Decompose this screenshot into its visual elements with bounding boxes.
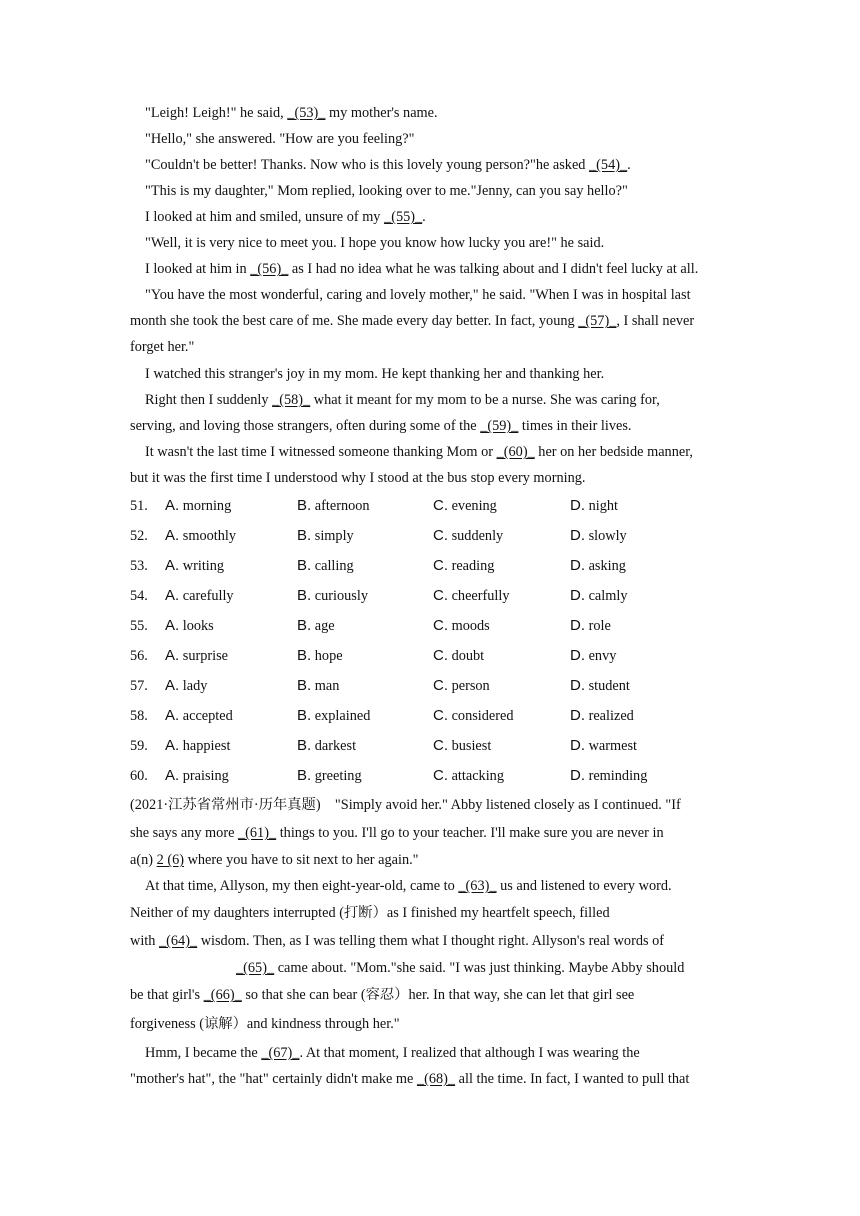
question-number: 56.: [130, 648, 148, 664]
passage-line: be that girl's _(66)_ so that she can bear (容忍）her. In that way, she can let that girl see: [130, 987, 635, 1003]
passage-line: month she took the best care of me. She made every day better. In fact, young _(57)_, I shall never: [130, 313, 695, 329]
blank-58[interactable]: _(58)_: [272, 392, 311, 408]
passage-line: serving, and loving those strangers, often during some of the _(59)_ times in their lives.: [130, 418, 632, 434]
blank-61[interactable]: _(61)_: [238, 825, 277, 841]
question-row: [130, 586, 730, 606]
question-number: 57.: [130, 678, 148, 694]
question-row: [130, 556, 730, 576]
passage-line: forgiveness (谅解）and kindness through her.": [130, 1016, 400, 1032]
blank-68[interactable]: _(68)_: [416, 1071, 456, 1087]
passage-line: she says any more _(61)_ things to you. I'll go to your teacher. I'll make sure you are never in: [130, 825, 664, 841]
question-row: [130, 736, 730, 756]
option-c[interactable]: C. reading: [433, 557, 495, 574]
blank-62[interactable]: 2 (6): [156, 852, 184, 868]
blank-65[interactable]: _(65)_: [236, 960, 275, 976]
passage-line: forget her.": [130, 339, 195, 355]
passage-line: a(n) 2 (6) where you have to sit next to her again.": [130, 852, 419, 868]
passage-line: "Well, it is very nice to meet you. I hope you know how lucky you are!" he said.: [145, 235, 605, 251]
option-c[interactable]: C. busiest: [433, 737, 492, 754]
option-c[interactable]: C. moods: [433, 617, 490, 634]
blank-64[interactable]: _(64)_: [159, 933, 198, 949]
question-row: [130, 676, 730, 696]
passage-line: "mother's hat", the "hat" certainly didn't make me _(68)_ all the time. In fact, I wanted to pull that: [130, 1071, 690, 1087]
option-c[interactable]: C. considered: [433, 707, 514, 724]
option-c[interactable]: C. doubt: [433, 647, 485, 664]
passage-line: At that time, Allyson, my then eight-year-old, came to _(63)_ us and listened to every word.: [145, 878, 672, 894]
passage-line: "This is my daughter," Mom replied, looking over to me."Jenny, can you say hello?": [145, 183, 628, 199]
option-a[interactable]: A. morning: [165, 497, 232, 514]
passage-line: "You have the most wonderful, caring and lovely mother," he said. "When I was in hospital last: [145, 287, 691, 303]
passage-line: "Leigh! Leigh!" he said, _(53)_ my mother's name.: [145, 105, 438, 121]
option-d[interactable]: D. calmly: [570, 587, 628, 604]
question-number: 51.: [130, 498, 148, 514]
question-row: [130, 766, 730, 786]
question-number: 54.: [130, 588, 148, 604]
passage-line: but it was the first time I understood why I stood at the bus stop every morning.: [130, 470, 586, 486]
option-d[interactable]: D. envy: [570, 647, 617, 664]
question-number: 60.: [130, 768, 148, 784]
option-b[interactable]: B. greeting: [297, 767, 362, 784]
option-a[interactable]: A. lady: [165, 677, 208, 694]
blank-67[interactable]: _(67)_: [261, 1045, 300, 1061]
option-c[interactable]: C. suddenly: [433, 527, 504, 544]
option-d[interactable]: D. reminding: [570, 767, 648, 784]
option-c[interactable]: C. attacking: [433, 767, 504, 784]
question-number: 59.: [130, 738, 148, 754]
passage-line: (2021·江苏省常州市·历年真题) "Simply avoid her." Abby listened closely as I continued. "If: [130, 797, 681, 813]
passage-line: I looked at him in _(56)_ as I had no idea what he was talking about and I didn't feel lucky at all.: [145, 261, 699, 277]
passage-line: Neither of my daughters interrupted (打断）as I finished my heartfelt speech, filled: [130, 905, 610, 921]
passage-line: "Couldn't be better! Thanks. Now who is this lovely young person?"he asked _(54)_.: [145, 157, 631, 173]
passage-line: I watched this stranger's joy in my mom. He kept thanking her and thanking her.: [145, 366, 605, 382]
option-a[interactable]: A. writing: [165, 557, 225, 574]
option-d[interactable]: D. role: [570, 617, 611, 634]
option-d[interactable]: D. warmest: [570, 737, 638, 754]
blank-59[interactable]: _(59)_: [480, 418, 519, 434]
passage-line: with _(64)_ wisdom. Then, as I was telling them what I thought right. Allyson's real words of: [130, 933, 665, 949]
option-b[interactable]: B. man: [297, 677, 340, 694]
option-a[interactable]: A. praising: [165, 767, 229, 784]
question-number: 58.: [130, 708, 148, 724]
option-d[interactable]: D. student: [570, 677, 630, 694]
blank-63[interactable]: _(63)_: [458, 878, 497, 894]
option-d[interactable]: D. slowly: [570, 527, 627, 544]
passage-line: _(65)_ came about. "Mom."she said. "I was just thinking. Maybe Abby should: [236, 960, 685, 976]
question-row: [130, 526, 730, 546]
option-a[interactable]: A. looks: [165, 617, 214, 634]
option-b[interactable]: B. darkest: [297, 737, 357, 754]
option-c[interactable]: C. evening: [433, 497, 497, 514]
option-c[interactable]: C. person: [433, 677, 490, 694]
question-row: [130, 646, 730, 666]
option-b[interactable]: B. explained: [297, 707, 371, 724]
option-b[interactable]: B. curiously: [297, 587, 368, 604]
blank-53[interactable]: _(53)_: [287, 105, 326, 121]
option-a[interactable]: A. surprise: [165, 647, 229, 664]
passage-line: It wasn't the last time I witnessed someone thanking Mom or _(60)_ her on her bedside manner,: [145, 444, 693, 460]
option-d[interactable]: D. realized: [570, 707, 634, 724]
option-b[interactable]: B. calling: [297, 557, 354, 574]
question-row: [130, 496, 730, 516]
option-d[interactable]: D. night: [570, 497, 618, 514]
blank-56[interactable]: _(56)_: [250, 261, 289, 277]
option-a[interactable]: A. carefully: [165, 587, 234, 604]
option-b[interactable]: B. simply: [297, 527, 354, 544]
option-a[interactable]: A. accepted: [165, 707, 233, 724]
question-number: 52.: [130, 528, 148, 544]
question-row: [130, 706, 730, 726]
passage-line: Right then I suddenly _(58)_ what it meant for my mom to be a nurse. She was caring for,: [145, 392, 660, 408]
blank-66[interactable]: _(66)_: [203, 987, 242, 1003]
passage-line: Hmm, I became the _(67)_. At that moment, I realized that although I was wearing the: [145, 1045, 640, 1061]
option-d[interactable]: D. asking: [570, 557, 626, 574]
question-number: 53.: [130, 558, 148, 574]
blank-55[interactable]: _(55)_: [384, 209, 423, 225]
option-a[interactable]: A. smoothly: [165, 527, 236, 544]
blank-57[interactable]: _(57)_: [578, 313, 617, 329]
option-b[interactable]: B. afternoon: [297, 497, 370, 514]
passage-line: "Hello," she answered. "How are you feeling?": [145, 131, 415, 147]
option-a[interactable]: A. happiest: [165, 737, 231, 754]
option-b[interactable]: B. hope: [297, 647, 343, 664]
option-c[interactable]: C. cheerfully: [433, 587, 510, 604]
passage-line: I looked at him and smiled, unsure of my _(55)_.: [145, 209, 426, 225]
option-b[interactable]: B. age: [297, 617, 335, 634]
question-number: 55.: [130, 618, 148, 634]
blank-54[interactable]: _(54)_: [589, 157, 628, 173]
question-row: [130, 616, 730, 636]
blank-60[interactable]: _(60)_: [496, 444, 535, 460]
